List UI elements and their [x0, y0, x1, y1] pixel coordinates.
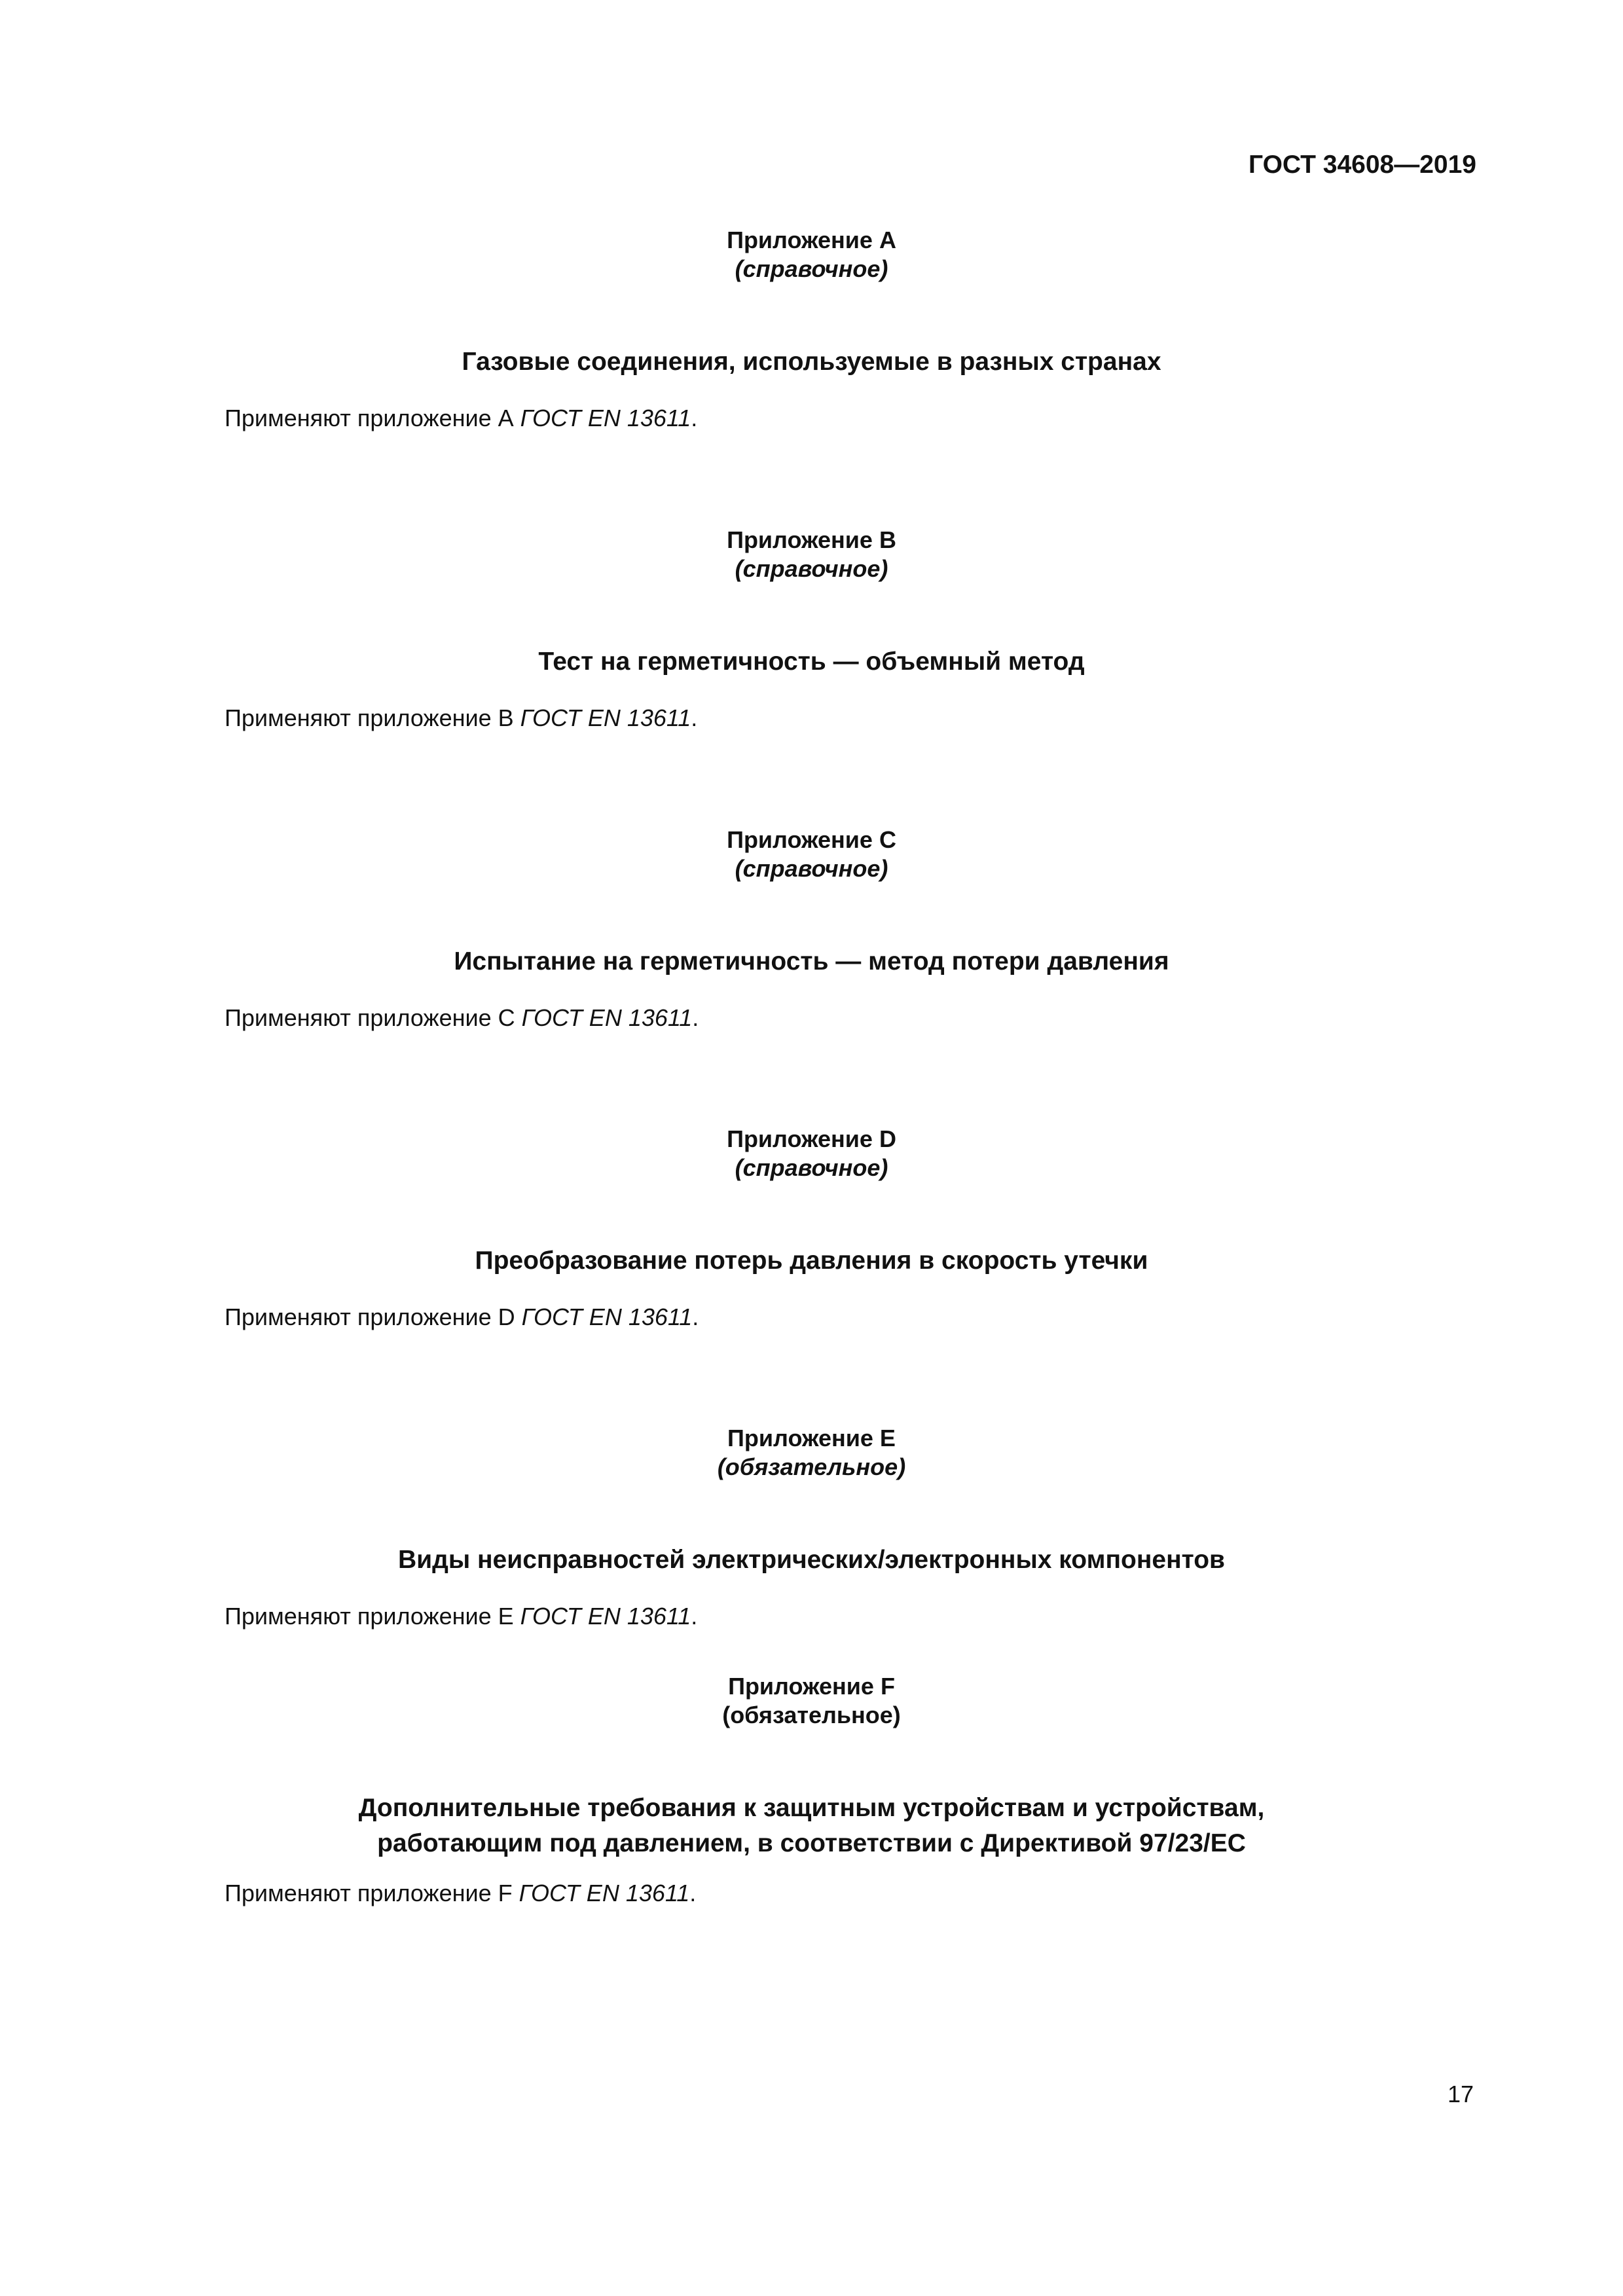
standard-reference: ГОСТ EN 13611 — [521, 1004, 693, 1031]
annex-title: Приложение D — [727, 1125, 896, 1152]
annex-text-main: Применяют приложение В — [225, 704, 520, 731]
annex-text-main: Применяют приложение D — [225, 1303, 522, 1330]
annex-heading: Газовые соединения, используемые в разных странах — [462, 348, 1161, 376]
annex-status: (справочное) — [735, 255, 888, 282]
document-code: ГОСТ 34608—2019 — [1249, 151, 1476, 179]
page-number: 17 — [1447, 2081, 1474, 2107]
annex-text-main: Применяют приложение А — [225, 405, 520, 431]
annex-text-end: . — [691, 1603, 698, 1630]
annex-heading: Виды неисправностей электрических/электронных компонентов — [397, 1546, 1226, 1574]
annex-text — [225, 1880, 696, 1907]
annex-title: Приложение F — [728, 1673, 895, 1700]
annex-heading: Преобразование потерь давления в скорость утечки — [475, 1247, 1148, 1275]
annex-text-main: Применяют приложение F — [225, 1880, 519, 1906]
annex-title: Приложение В — [727, 526, 896, 553]
annex-title: Приложение Е — [727, 1425, 896, 1451]
annex-status: (справочное) — [735, 855, 888, 882]
annex-heading: Испытание на герметичность — метод потери давления — [454, 947, 1169, 975]
annex-text — [225, 405, 697, 432]
annex-text — [225, 1004, 699, 1032]
annex-heading-line-2: работающим под давлением, в соответствии с Директивой 97/23/EC — [377, 1829, 1246, 1857]
annex-title: Приложение С — [727, 826, 896, 853]
annex-text-end: . — [691, 704, 698, 731]
standard-reference: ГОСТ EN 13611 — [520, 405, 691, 431]
standard-reference: ГОСТ EN 13611 — [520, 1603, 691, 1630]
annex-text-main: Применяют приложение Е — [225, 1603, 520, 1630]
annex-status: (справочное) — [735, 1154, 888, 1181]
annex-text-end: . — [689, 1880, 697, 1906]
annex-heading — [0, 1791, 1623, 1861]
standard-reference: ГОСТ EN 13611 — [521, 1303, 693, 1330]
annex-text-end: . — [691, 405, 698, 431]
annex-status: (справочное) — [735, 555, 888, 582]
annex-status: (обязательное) — [717, 1453, 906, 1480]
standard-reference: ГОСТ EN 13611 — [519, 1880, 690, 1906]
annex-heading-line-1: Дополнительные требования к защитным устройствам и устройствам, — [358, 1794, 1265, 1822]
standard-reference: ГОСТ EN 13611 — [520, 704, 691, 731]
annex-heading: Тест на герметичность — объемный метод — [538, 647, 1085, 676]
annex-text — [225, 1303, 699, 1331]
annex-text-end: . — [692, 1004, 699, 1031]
annex-text — [225, 704, 697, 732]
annex-text-end: . — [692, 1303, 699, 1330]
annex-text-main: Применяют приложение С — [225, 1004, 522, 1031]
annex-status: (обязательное) — [722, 1702, 901, 1728]
annex-text — [225, 1603, 697, 1630]
annex-title: Приложение А — [727, 227, 896, 253]
